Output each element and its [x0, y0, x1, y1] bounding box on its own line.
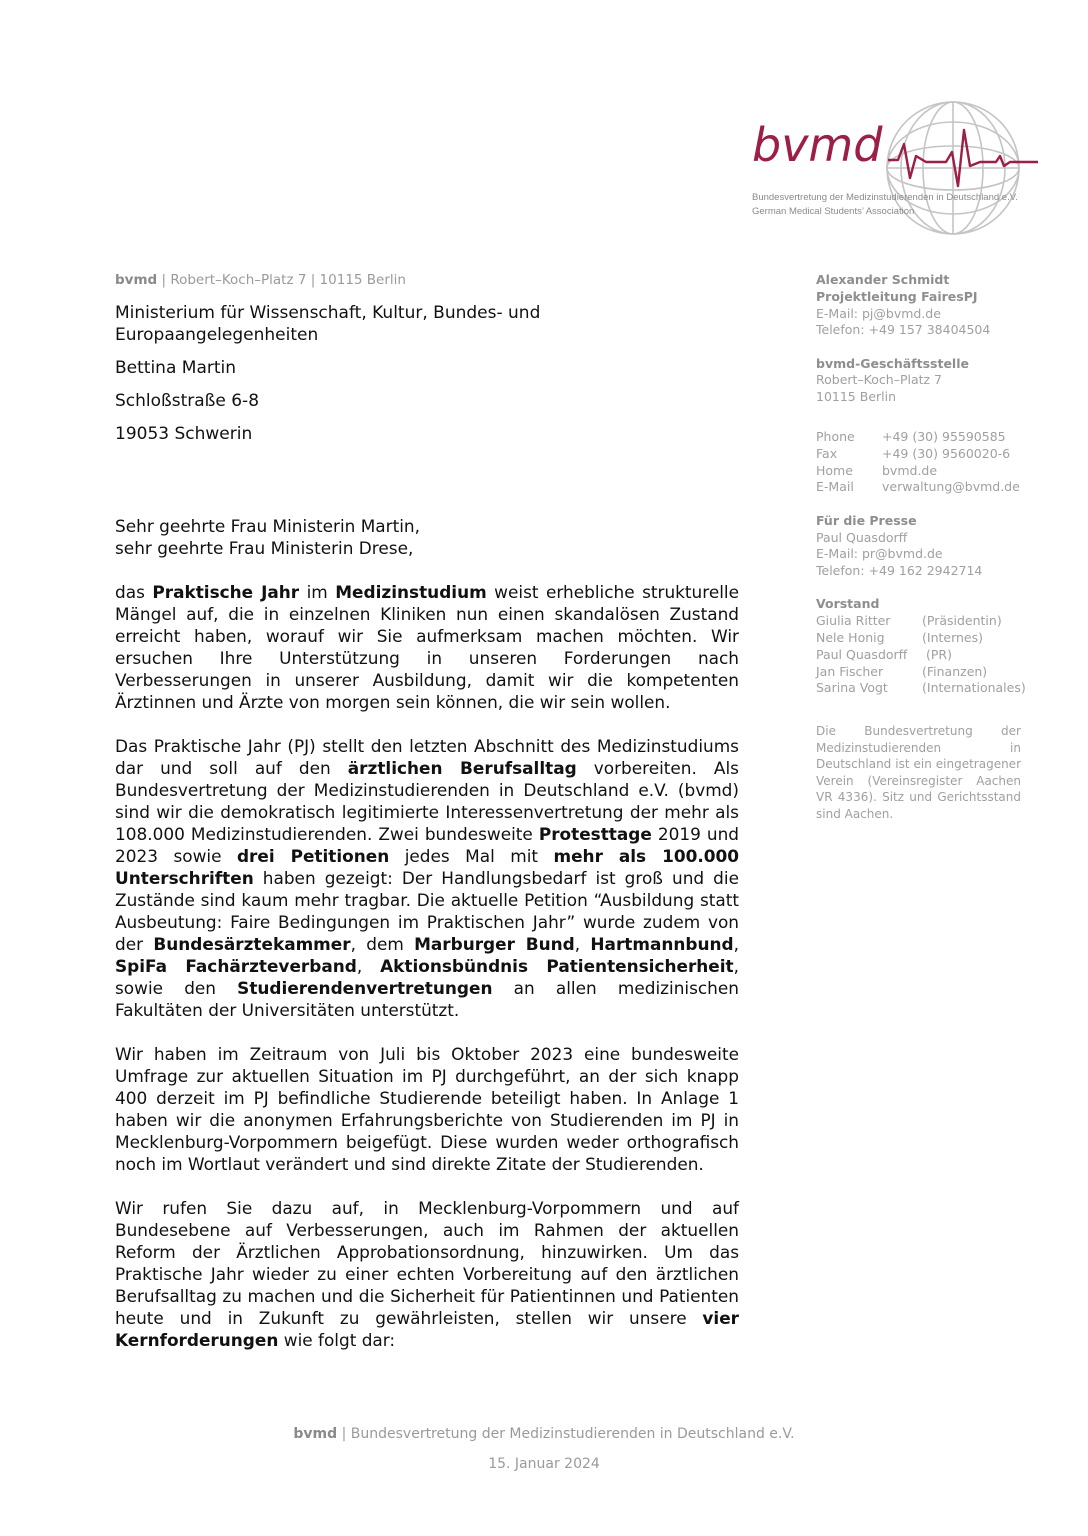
bold-run: Protesttage [538, 824, 652, 844]
text-run: , dem [350, 934, 415, 954]
bold-run: Studierendenvertretungen [237, 978, 493, 998]
press-title: Für die Presse [816, 512, 917, 528]
contact-name: Alexander Schmidt [816, 272, 950, 287]
board-member-name: Nele Honig [816, 630, 885, 646]
text-run: Wir rufen Sie dazu auf, in Mecklenburg-Vorpommern und auf Bundesebene auf Verbesserungen, auch im Rahmen der aktuellen Reform der Ärztlichen Approbationsordnung, hinzuwirken. Um das Praktische Jahr wieder zu einer echten Vorbereitung auf den ärztlichen Berufsalltag zu machen und die Sicherheit für Patientinnen und Patienten heute und in Zukunft zu gewährleisten, stellen wir unsere [115, 1198, 739, 1328]
press-name: Paul Quasdorff [816, 529, 908, 545]
footer-org: bvmd [293, 1426, 338, 1442]
sender-address: | Robert–Koch–Platz 7 | 10115 Berlin [157, 272, 406, 288]
footer-text: | Bundesvertretung der Medizinstudierenden in Deutschland e.V. [337, 1426, 795, 1442]
bold-run: Marburger Bund [414, 934, 575, 954]
office-row-value[interactable]: bvmd.de [882, 462, 938, 478]
board-member-role: (Internationales) [922, 680, 1026, 696]
text-run: Das Praktische Jahr (PJ) stellt den letzten Abschnitt des Medizinstudiums dar und soll auf den [115, 736, 739, 778]
logo-subtitle-en: German Medical Students’ Association [752, 206, 915, 217]
recipient-address [115, 302, 595, 456]
page-footer [0, 1426, 1088, 1472]
salutation [115, 515, 739, 559]
bold-run: Bundesärztekammer [153, 934, 351, 954]
logo-wordmark: bvmd [752, 118, 883, 172]
press-block [816, 513, 1046, 580]
logo-subtitle-de: Bundesvertretung der Medizinstudierenden in Deutschland e.V. [752, 192, 1018, 203]
office-row-phone [816, 429, 1046, 446]
text-run: 2019 und 2023 sowie [115, 824, 740, 866]
text-run: , [733, 934, 739, 954]
board-member-name: Giulia Ritter [816, 613, 891, 629]
board-member [816, 664, 1046, 681]
text-run: haben gezeigt: Der Handlungsbedarf ist groß und die Zustände sind kaum mehr tragbar. Die aktuelle Petition “Ausbildung statt Ausbeutung: Faire Bedingungen im Praktischen Jahr” wurde zudem von der [115, 868, 739, 954]
footer-date: 15. Januar 2024 [488, 1456, 600, 1472]
board-member-role: (PR) [922, 646, 952, 662]
paragraph-background [115, 735, 739, 1021]
bold-run: Aktionsbündnis Patientensicherheit [380, 956, 734, 976]
bold-run: SpiFa Fachärzteverband [115, 956, 357, 976]
office-street: Robert–Koch–Platz 7 [816, 372, 943, 388]
office-row-label: Phone [816, 429, 855, 445]
text-run: weist erhebliche strukturelle Mängel auf, die in einzelnen Kliniken nun einen skandalösen Zustand erreicht haben, worauf wir Sie aufmerksam machen möchten. Wir ersuchen Ihre Unterstützung in unseren Forderungen nach Verbesserungen in unserer Ausbildung, damit wir die kompetenten Ärztinnen und Ärzte von morgen sein können, die wir sein wollen. [115, 582, 740, 712]
board-member-name: Jan Fischer [816, 663, 884, 679]
text-run: jedes Mal mit [389, 846, 554, 866]
sender-org: bvmd [115, 272, 158, 288]
office-row-label: Home [816, 462, 853, 478]
bold-run: Hartmannbund [590, 934, 734, 954]
legal-note: Die Bundesvertretung der Medizinstudierenden in Deutschland ist ein eingetragener Verein (Vereinsregister Aachen VR 4336). Sitz und Gerichtsstand sind Aachen. [816, 724, 1021, 821]
office-row-home [816, 463, 1046, 480]
paragraph-intro [115, 581, 739, 713]
board-member-role: (Internes) [922, 630, 983, 646]
text-run: , [574, 934, 591, 954]
board-member-role: (Präsidentin) [922, 613, 1002, 629]
recipient-name: Bettina Martin [115, 358, 237, 378]
board-member [816, 613, 1046, 630]
bold-run: ärztlichen Berufsalltag [347, 758, 577, 778]
bold-run: vier Kernforderungen [115, 1308, 739, 1350]
press-email[interactable]: E-Mail: pr@bvmd.de [816, 546, 943, 562]
bold-run: mehr als 100.000 Unterschriften [115, 846, 740, 888]
board-member-name: Paul Quasdorff [816, 646, 908, 662]
letter-body [115, 515, 739, 1373]
salutation-line-2: sehr geehrte Frau Ministerin Drese, [115, 538, 414, 558]
text-run: an allen medizinischen Fakultäten der Universitäten unterstützt. [115, 978, 739, 1020]
paragraph-survey: Wir haben im Zeitraum von Juli bis Oktober 2023 eine bundesweite Umfrage zur aktuellen Situation im PJ durchgeführt, an der sich knapp 400 derzeit im PJ befindliche Studierende beteiligt haben. In Anlage 1 haben wir die anonymen Erfahrungsberichte von Studierenden im PJ in Mecklenburg-Vorpommern beigefügt. Diese wurden weder orthografisch noch im Wortlaut verändert und sind direkte Zitate der Studierenden. [115, 1044, 739, 1174]
contact-email[interactable]: E-Mail: pj@bvmd.de [816, 305, 941, 321]
bold-run: Medizinstudium [335, 582, 487, 602]
board-member [816, 630, 1046, 647]
board-member-role: (Finanzen) [922, 663, 988, 679]
text-run: im [299, 582, 336, 602]
text-run: vorbereiten. Als Bundesvertretung der Medizinstudierenden in Deutschland e.V. (bvmd) sind wir die demokratisch legitimierte Interessenvertretung der mehr als 108.000 Medizinstudierenden. Zwei bundesweite [115, 758, 739, 844]
office-row-fax [816, 446, 1046, 463]
recipient-city: 19053 Schwerin [115, 424, 253, 444]
office-row-value[interactable]: verwaltung@bvmd.de [882, 479, 1020, 495]
sidebar-info [816, 272, 1046, 822]
office-row-value: +49 (30) 95590585 [882, 429, 1006, 445]
text-run: , [356, 956, 381, 976]
board-member-name: Sarina Vogt [816, 680, 888, 696]
recipient-street: Schloßstraße 6-8 [115, 391, 260, 411]
text-run: das [115, 582, 153, 602]
recipient-ministry: Ministerium für Wissenschaft, Kultur, Bundes- und Europaangelegenheiten [115, 303, 541, 345]
contact-phone: Telefon: +49 157 38404504 [816, 322, 991, 338]
office-row-label: E-Mail [816, 479, 854, 495]
text-run: wie folgt dar: [278, 1330, 396, 1350]
board-member [816, 680, 1046, 697]
press-phone: Telefon: +49 162 2942714 [816, 563, 983, 579]
bold-run: drei Petitionen [236, 846, 390, 866]
bold-run: Praktische Jahr [152, 582, 300, 602]
office-contact-table [816, 429, 1046, 496]
contact-block [816, 272, 1046, 339]
bvmd-logo [748, 100, 1048, 240]
text-run: , sowie den [115, 956, 740, 998]
footer-org-line [0, 1426, 1088, 1442]
contact-role: Projektleitung FairesPJ [816, 288, 978, 304]
office-city: 10115 Berlin [816, 389, 897, 405]
office-block [816, 356, 1046, 406]
board-member [816, 647, 1046, 664]
board-block [816, 596, 1046, 697]
office-title: bvmd-Geschäftsstelle [816, 355, 969, 371]
sender-line [115, 272, 406, 288]
salutation-line-1: Sehr geehrte Frau Ministerin Martin, [115, 516, 420, 536]
paragraph-call-to-action [115, 1197, 739, 1351]
office-row-email [816, 479, 1046, 496]
office-row-label: Fax [816, 445, 838, 461]
board-title: Vorstand [816, 596, 880, 612]
office-row-value: +49 (30) 9560020-6 [882, 445, 1011, 461]
